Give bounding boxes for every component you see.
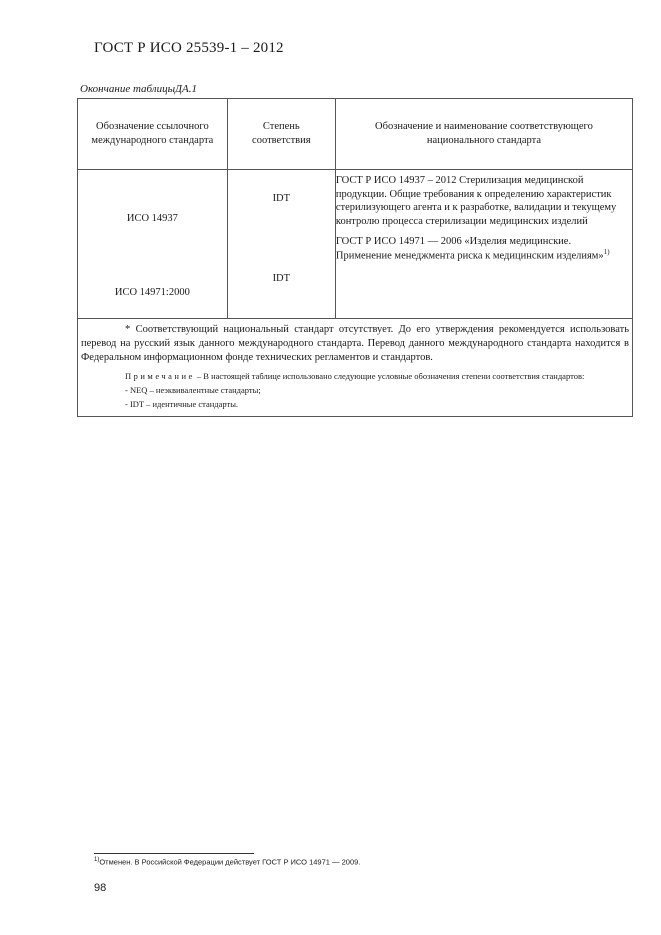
national-standard-text: ГОСТ Р ИСО 14937 – 2012 Стерилизация медицинской продукции. Общие требования к определению характеристик стерилизующего агента и к разработке, валидации и текущему контролю процесса стерилизации медицинских изделий bbox=[335, 175, 617, 227]
footnote-divider bbox=[94, 853, 254, 854]
national-standard bbox=[336, 170, 632, 233]
table-caption: Окончание таблицыДА.1 bbox=[80, 83, 198, 95]
table-row bbox=[78, 170, 633, 319]
table-notes-row bbox=[78, 319, 633, 417]
note-text: – В настоящей таблице использовано следующие условные обозначения степени соответствия стандартов: bbox=[194, 370, 585, 381]
standards-table bbox=[77, 98, 633, 417]
notes-cell bbox=[78, 319, 633, 417]
column-header-standard: Обозначение и наименование соответствующего национального стандарта bbox=[335, 99, 632, 170]
degree-cell bbox=[227, 170, 335, 319]
note-label: Примечание bbox=[125, 370, 195, 381]
footnote-mark: 1) bbox=[603, 248, 610, 257]
footnote bbox=[94, 857, 360, 867]
code-cell bbox=[78, 170, 228, 319]
standard-cell bbox=[335, 170, 632, 319]
column-header-code: Обозначение ссылочного международного стандарта bbox=[78, 99, 228, 170]
document-header: ГОСТ Р ИСО 25539-1 – 2012 bbox=[94, 40, 284, 56]
note-list-item: - NEQ – неэквивалентные стандарты; bbox=[125, 384, 261, 395]
note-list-item: - IDT – идентичные стандарты. bbox=[125, 398, 239, 409]
column-header-degree: Степень соответствия bbox=[227, 99, 335, 170]
conformity-degree: IDT bbox=[272, 193, 291, 204]
reference-code: ИСО 14971:2000 bbox=[114, 287, 190, 298]
asterisk-note: * Соответствующий национальный стандарт отсутствует. До его утверждения рекомендуется использовать перевод на русский язык данного международного стандарта. Перевод данного международного стандарта находится в Федеральном информационном фонде технических регламентов и стандартов. bbox=[81, 324, 629, 364]
table-note bbox=[81, 370, 629, 382]
national-standard bbox=[336, 233, 632, 268]
table-header-row bbox=[78, 99, 633, 170]
footnote-number: 1) bbox=[94, 857, 100, 863]
reference-code: ИСО 14937 bbox=[126, 213, 178, 224]
conformity-degree: IDT bbox=[272, 273, 291, 284]
page-number: 98 bbox=[94, 882, 107, 894]
footnote-text: Отменен. В Российской Федерации действует ГОСТ Р ИСО 14971 — 2009. bbox=[99, 857, 361, 867]
national-standard-text: ГОСТ Р ИСО 14971 — 2006 «Изделия медицинские. Применение менеджмента риска к медицинским изделиям» bbox=[335, 235, 604, 262]
